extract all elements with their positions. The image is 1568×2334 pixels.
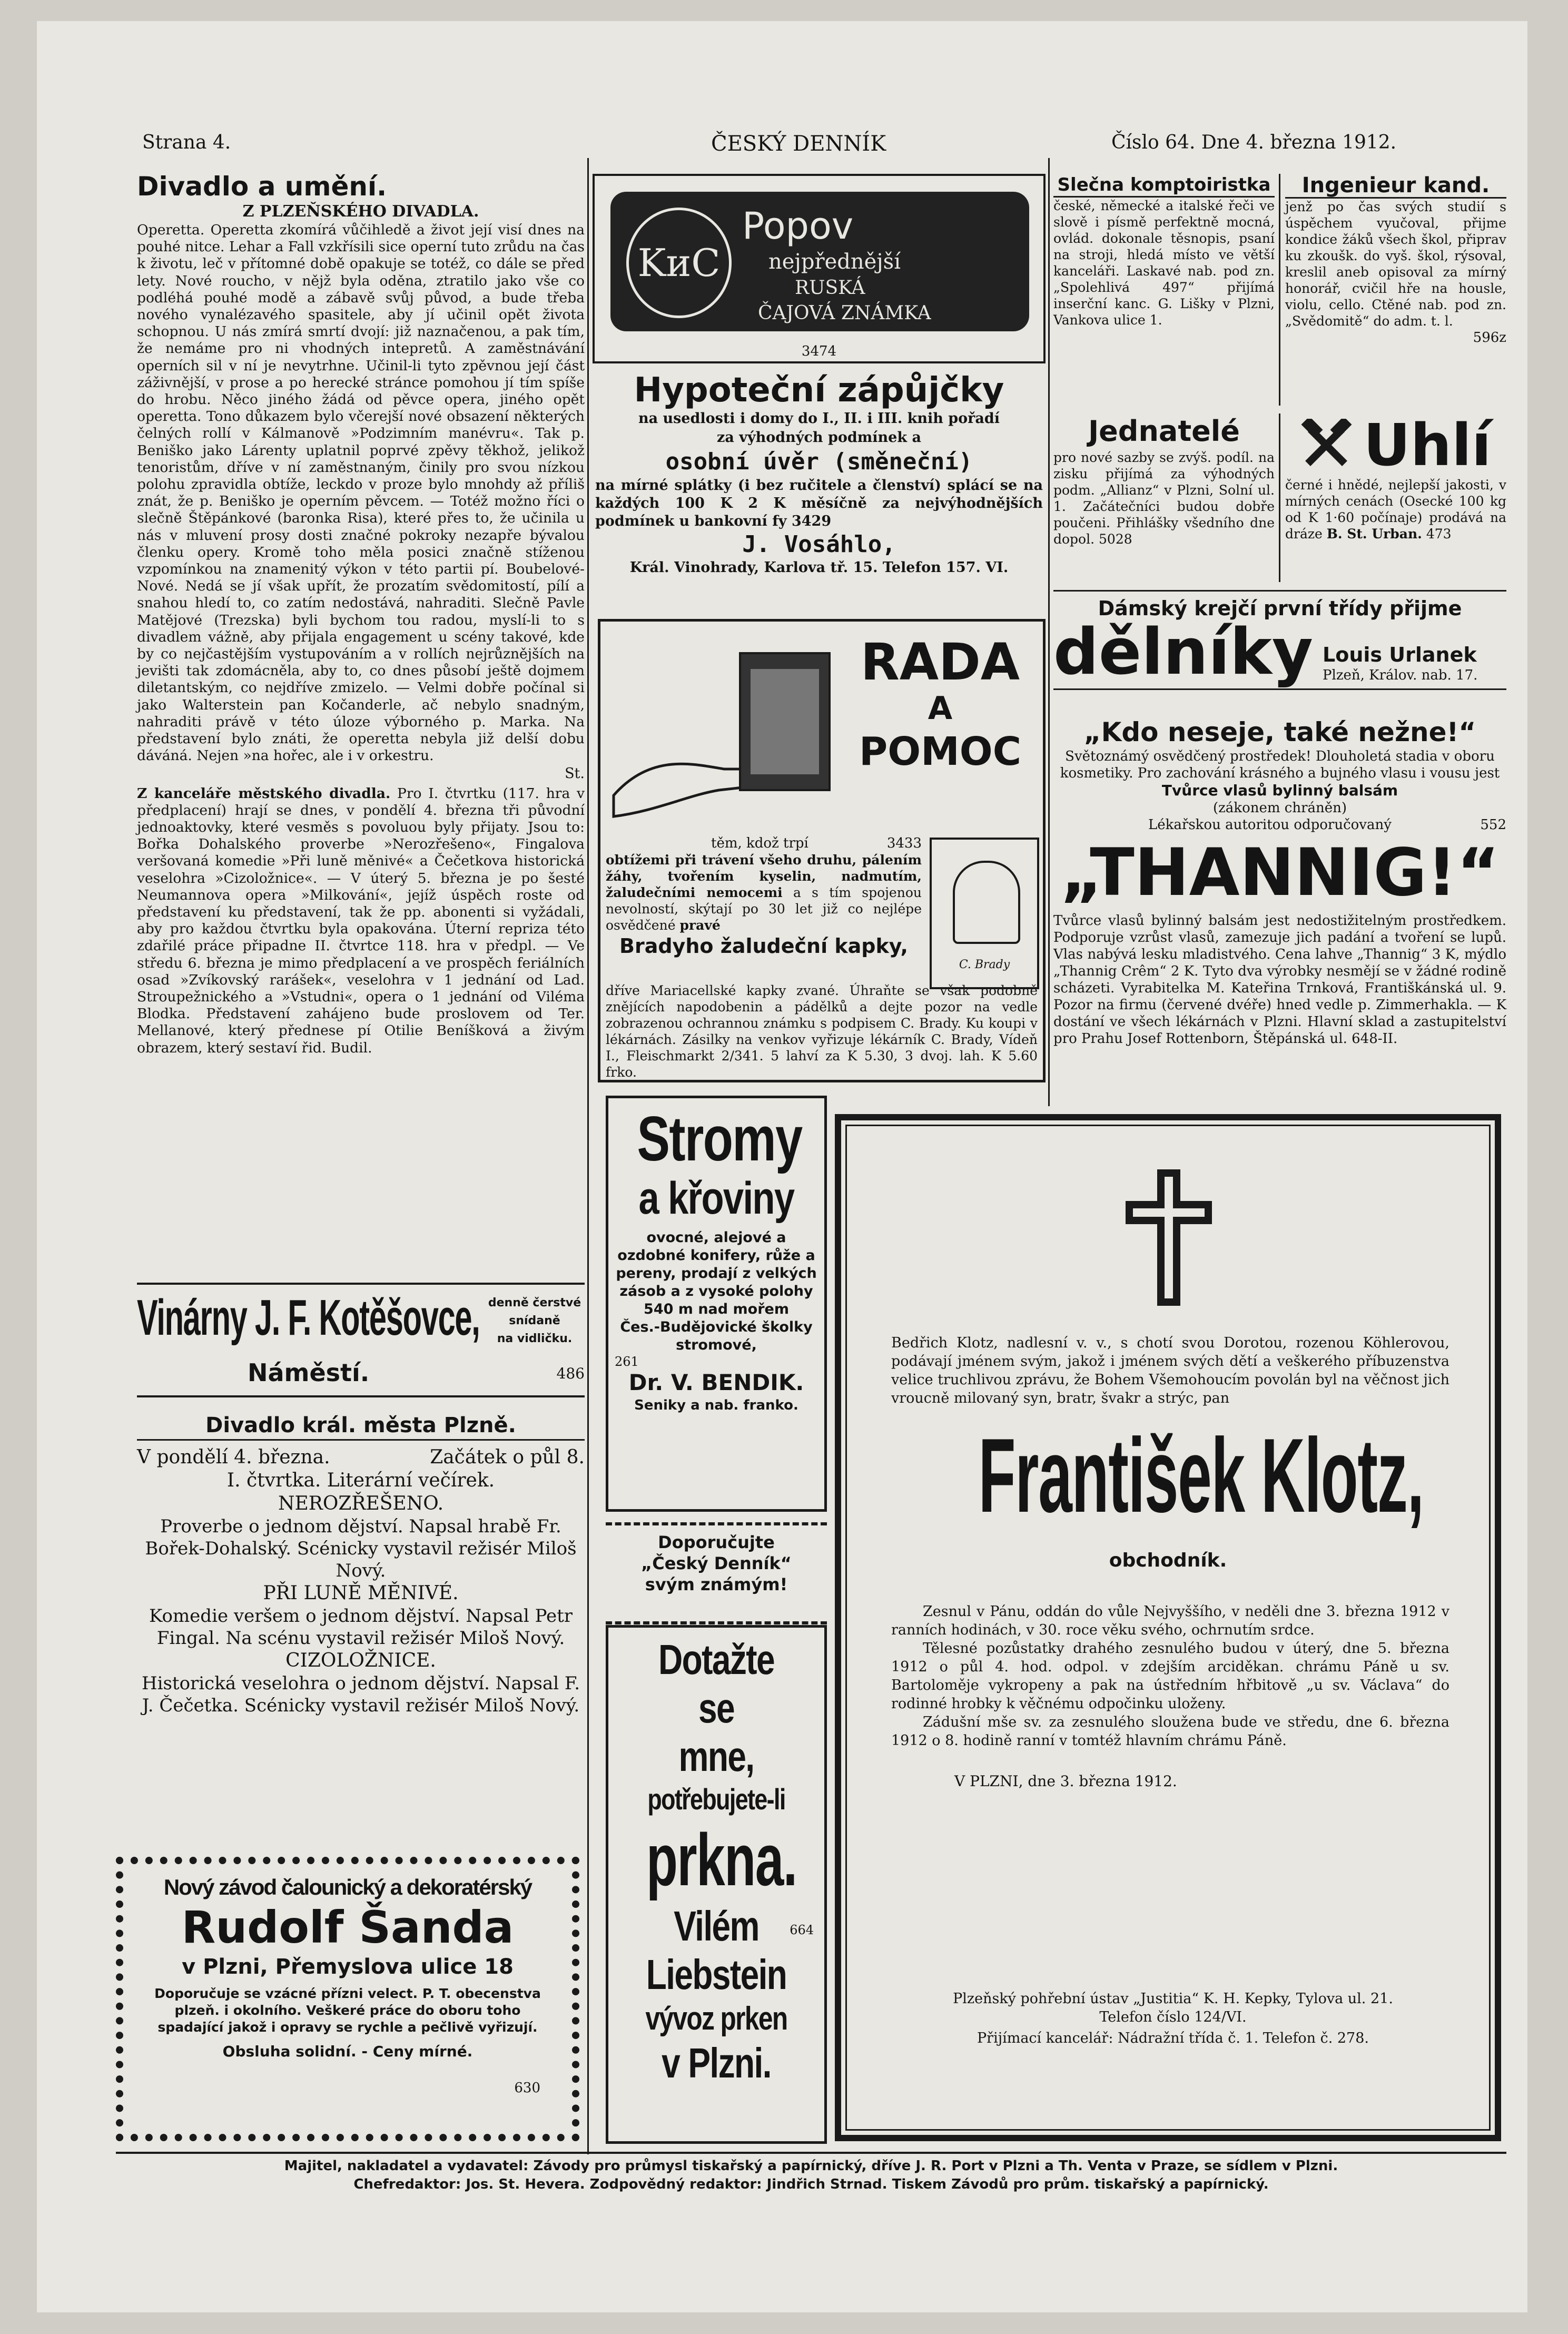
thannig-bold: Tvůrce vlasů bylinný balsám [1161, 782, 1398, 799]
stromy-text: ovocné, alejové a ozdobné konifery, růže a pereny, prodají z velkých zásob a z vysoké polohy 540 m nad mořem [616, 1229, 817, 1317]
sanda-bottom: Obsluha solidní. - Ceny mírné. [222, 2043, 473, 2060]
dopor-line-1: Doporučujte [658, 1532, 775, 1552]
thannig-number: 552 [1480, 817, 1506, 833]
hypo-line3: na mírné splátky (i bez ručitele a členství) splácí se na každých 100 K 2 K měsíčně za nejvýhodnějších podmínek u bankovní fy [595, 477, 1043, 529]
obit-place: V PLZNI, dne 3. března 1912. [954, 1772, 1177, 1790]
sanda-address: v Plzni, Přemyslova ulice 18 [182, 1955, 514, 1979]
rule-jed-uhli [1279, 413, 1280, 582]
article-theatre-office-text: Pro I. čtvrtku (117. hra v předplacení) hrají se dnes, v pondělí 4. března tři původní jednoaktovky, které vesměs s povoluou byly přijaty. Jsou to: Bořka Dohalského proverbe »Nerozřešeno«, Fingalova veršovaná komedie »Při luně měnivé« a Čečetkova historická veselohra »Cizoložnice«. — V úterý 5. března je po šesté Neumannova opera »Milkování«, jejíž úspěch roste od představení ku představení, tak že pp. abonenti si vyžádali, aby pro každou čtvrtku byla opakována. Úterní repriza této zdařilé práce připadne II. čtvrtce 118. hra v předpl. — Ve středu 6. března je mimo předplacení a ve prospěch feriálních osad »Zvíkovský rarášek«, veselohra v 1 jednání od Lad. Stroupežnického a »Vstudni«, opera o 1 jednání od Viléma Blodka. Představení zahájeno bude proslovem od Ter. Mellanové, který přednese pí Otilie Beníšková a živým obrazem, který sestaví řid. Budil. [137, 785, 585, 1056]
jed-text [1053, 449, 1275, 547]
stromy-title-1: Stromy [637, 1104, 802, 1174]
play-2-desc: Komedie veršem o jednom dějství. Napsal Petr Fingal. Na scénu vystavil režisér Miloš Nový. [149, 1606, 573, 1649]
imprint-rule [116, 2152, 1506, 2154]
trademark-seal [930, 838, 1039, 989]
thannig-text2: (zákonem chráněn) [1212, 800, 1347, 816]
seal-shape [953, 861, 1020, 944]
ad-hypo [595, 371, 1043, 577]
rada-text-block [606, 835, 922, 959]
liebstein-l4: prkna. [646, 1818, 797, 1901]
hypo-address: Král. Vinohrady, Karlova tř. 15. Telefon 157. VI. [629, 559, 1009, 576]
obit-intro: Bedřich Klotz, nadlesní v. v., s chotí svou Dorotou, rozenou Köhlerovou, podávají jménem svým, jakož i jménem svých dětí a veškerého příbuzenstva velice truchlivou zprávu, že Bohem Všemohoucím povolán byl na věčnost jich vroucně milovaný syn, bratr, švakr a strýc, pan [891, 1335, 1449, 1406]
sanda-text: Doporučuje se vzácné přízni velect. P. T. obecenstva plzeň. i okolního. Veškeré práce do oboru toho spadající jakož i opravy se rychle a pečlivě vyřizují. [154, 1986, 541, 2035]
sanda-name: Rudolf Šanda [181, 1902, 514, 1953]
play-2-title: PŘI LUNĚ MĚNIVÉ. [263, 1582, 459, 1604]
ad-stromy [606, 1096, 827, 1512]
uhli-firm: B. St. Urban. [1326, 526, 1422, 541]
rada-title-2: A [928, 690, 953, 727]
theatre-cycle: I. čtvrtka. Literární večírek. [226, 1470, 495, 1491]
hand-bottle-illustration [608, 637, 851, 827]
krejci-big: dělníky [1053, 616, 1314, 689]
rada-bold2: pravé [679, 918, 721, 933]
newspaper-title: ČESKÝ DENNÍK [711, 132, 886, 156]
ing-text: jenž po čas svých studií s úspěchem vyučoval, přijme kondice žáků všech škol, připrav ku zkoušk. do vyš. škol, rýsoval, kreslil aneb opisoval za mírný honorář, cvičil hře na housle, violu, cello. Ctěné nab. pod zn. „Svědomitě“ do adm. t. l. [1285, 199, 1506, 329]
ad-rada-pomoc [598, 619, 1046, 1082]
dopor-line-2: „Český Denník“ [641, 1553, 792, 1573]
stromy-number: 261 [615, 1354, 639, 1369]
rada-product: Bradyho žaludeční kapky, [619, 934, 908, 958]
obit-body [891, 1602, 1449, 1792]
rada-title-3: POMOC [859, 729, 1021, 774]
section-subtitle: Z PLZEŇSKÉHO DIVADLA. [242, 202, 479, 221]
ad-krejci [1053, 590, 1506, 690]
hypo-sub: osobní úvěr (směneční) [665, 448, 973, 475]
ad-vinarny [137, 1283, 585, 1397]
obit-footer-2: Přijímací kancelář: Nádražní třída č. 1. Telefon č. 278. [977, 2030, 1369, 2046]
obit-name: František Klotz, [978, 1417, 1424, 1534]
article-operetta: Operetta. Operetta zkomírá vůčihledě a život její visí dnes na pouhé nitce. Lehar a Fall vzkřísili sice operní tuto zrůdu na čas k životu, leč v přítomné době opakuje se totéž, co dále se před lety. Nové roucho, v nějž byla oděna, ztratilo jako vše co podléhá pouhé modě a zábavě svůj původ, a bude třeba nového vynalézavého spasitele, aby jí učinil opět života schopnou. U nás zmírá smrtí dvojí: již naznačenou, a pak tím, že nemáme pro ni vhodných intepretů. A zaměstnávání operních sil v ní je nevytrhne. Učinil-li tyto zpěvnou její část záživnější, v prose a po herecké stránce pomohou jí tím spíše do hrobu. Něco jiného žádá od pěvce opera, jiného opět operetta. Tono důkazem bylo včerejší nové obsazení některých čelných rollí v Kálmanově »Podzimním manévru«. Tak p. Beniško jako Lárenty uplatnil poprvé zpěvy těkhož, jelikož tenoristům, dříve v ní zaměstnaným, činily pro svou nízkou polohu zpravidla obtíže, leckdo v proze bylo mnohdy až příliš znát, že p. Beniško je operním pěvcem. — Totéž možno říci o slečně Štěpánkové (baronka Risa), které přes to, že učinila u nás v mluvení prosy dosti značné pokroky nezapře bývalou členku opery. Kromě toho měla posici značně stíženou vzpomínkou na znamenitý výkon v této partii pí. Boubelové-Nové. Nedá se jí však upřít, že prozatím svědomitostí, pílí a snahou hledí to, co zatím nedostává, nahraditi. Slečně Pavle Matějové (Trezska) byli bychom tou radou, myslí-li to s divadlem vážně, aby přijala engagement u scény takové, kde by co nejčastějším vystupováním a v rollích nejrůznějších na jevišti tak zdomácněla, aby to, co dnes působí ještě dojmem diletantským, co nejdříve zmizelo. — Velmi dobře počínal si jako Walterstein pan Kočanderle, ač nebylo snadným, nahraditi právě v této úloze výborného p. Marka. Na představení bylo znáti, že operetta nebyla již delší dobu dáváná. Nejen »na hořec, ale i v orkestru. [137, 222, 585, 764]
thannig-text3: Lékařskou autoritou odporučovaný [1148, 817, 1392, 833]
obit-body-1: Zesnul v Pánu, oddán do vůle Nejvyššího, v neděli dne 3. března 1912 v ranních hodinách, v 30. roce věku svého, ochrnutím srdce. [891, 1603, 1449, 1638]
uhli-text [1285, 477, 1506, 542]
article-signature: St. [565, 765, 585, 782]
uhli-number: 473 [1426, 526, 1452, 541]
liebstein-l8: v Plzni. [662, 2040, 771, 2086]
obit-footer-1: Plzeňský pohřební ústav „Justitia“ K. H. Kepky, Tylova ul. 21. Telefon číslo 124/VI. [953, 1991, 1393, 2025]
uhli-text-body: černé i hnědé, nejlepší jakosti, v mírných cenách (Osecké 100 kg od K 1·60 počínaje) prodává na dráze [1285, 477, 1506, 541]
thannig-head: „Kdo neseje, také nežne!“ [1083, 717, 1476, 747]
thannig-text1: Světoznámý osvědčený prostředek! Dlouholetá stadia v oboru kosmetiky. Pro zachování krásného a bujného vlasu i vousu jest [1060, 749, 1500, 781]
column-rule-2 [1048, 158, 1050, 1106]
ad-popov [593, 174, 1046, 363]
vinarny-square: Náměstí. [248, 1358, 370, 1387]
jed-text-body: pro nové sazby se zvýš. podíl. na zisku přijímá za výhodných podm. „Allianz“ v Plzni, Solní ul. 1. Začátečníci budou dobře poučeni. Přihlášky všedního dne dopol. [1053, 450, 1275, 547]
play-1-title: NEROZŘEŠENO. [278, 1493, 444, 1514]
stromy-foot: Seniky a nab. franko. [634, 1397, 798, 1413]
krejci-top: Dámský krejčí první třídy přijme [1098, 597, 1462, 620]
jed-title: Jednatelé [1088, 415, 1240, 448]
ad-komptoiristka [1053, 174, 1275, 328]
theatre-programme [137, 1412, 585, 1717]
hypo-text [595, 477, 1043, 530]
hammers-icon [1300, 419, 1353, 471]
kompt-title: Slečna komptoiristka [1053, 174, 1275, 198]
liebstein-l7: vývoz prken [645, 2001, 787, 2037]
liebstein-l1: Dotažte se [658, 1636, 774, 1731]
hypo-line2: za výhodných podmínek a [717, 429, 921, 446]
rada-text1: a s tím spojenou nevolností, skýtají po 30 let již co nejlépe osvědčené [606, 885, 922, 933]
rada-text2: dříve Mariacellské kapky zvané. Úhraňte se však podobně znějících napodobenin a pádělků a dejte pozor na vedle zobrazenou ochrannou známku s podpisem C. Brady. Ku koupi v lékárnách. Zásilky na venkov vyřizuje lékárník C. Brady, Vídeň I., Fleischmarkt 2/341. 5 lahví za K 5.30, 3 dvoj. lah. K 5.60 frko. [606, 983, 1038, 1080]
thannig-text4: Tvůrce vlasů bylinný balsám jest nedostižitelným prostředkem. Podporuje vzrůst vlasů, zamezuje jich padání a tvoření se lupů. Vlas nabývá lesku mladistvého. Cena lahve „Thannig“ 3 K, mýdlo „Thannig Crêm“ 2 K. Tyto dva výrobky nesmějí se v žádné rodině scházeti. Vyrabitelka M. Kateřina Trnková, Františkánská ul. 9. Pozor na firmu (červené dvéře) hned vedle p. Zimmerhakla. — K dostání ve všech lékárnách v Plzni. Hlavní sklad a zastupitelství pro Prahu Josef Rottenborn, Štěpánská ul. 648-II. [1053, 913, 1506, 1047]
hypo-title: Hypoteční zápůjčky [634, 371, 1004, 410]
uhli-title: Uhlí [1363, 411, 1492, 479]
rule-kompt-ing [1279, 174, 1280, 406]
theatre-date: V pondělí 4. března. [137, 1446, 330, 1468]
popov-monogram: KиC [626, 208, 732, 318]
ad-liebstein [606, 1625, 827, 2144]
liebstein-l6: Liebstein [646, 1951, 787, 1998]
stromy-firm: Čes.-Budějovické školky stromové, [620, 1319, 813, 1353]
dopor-line-3: svým známým! [645, 1574, 788, 1594]
sanda-number: 630 [514, 2080, 540, 2096]
ad-thannig [1053, 716, 1506, 1047]
ing-number: 596z [1473, 330, 1506, 346]
article-theatre-office-lead: Z kanceláře městského divadla. [137, 785, 391, 802]
seal-signature: C. Brady [959, 958, 1010, 971]
cross-icon [1121, 1168, 1216, 1310]
popov-name: Popov [742, 204, 854, 248]
vinarny-number: 486 [556, 1365, 585, 1382]
vinarny-name: Vinárny J. F. Kotěšovce, [137, 1289, 480, 1346]
liebstein-l5: Vilém [674, 1903, 759, 1949]
play-3-desc: Historická veselohra o jednom dějství. Napsal F. J. Čečetka. Scénicky vystavil režisér Miloš Nový. [141, 1673, 580, 1716]
popov-line3: ČAJOVÁ ZNÁMKA [758, 302, 931, 324]
imprint-line-2: Chefredaktor: Jos. St. Hevera. Zodpovědný redaktor: Jindřich Strnad. Tiskem Závodů pro prům. tiskařský a papírnický. [353, 2177, 1269, 2192]
page-number: Strana 4. [142, 132, 231, 153]
sanda-top: Nový závod čalounický a dekoratérský [163, 1875, 532, 1899]
vinarny-right [485, 1294, 585, 1348]
stromy-title-2: a křoviny [638, 1173, 794, 1224]
stromy-name: Dr. V. BENDIK. [628, 1370, 804, 1395]
ad-sanda [116, 1857, 579, 2141]
newspaper-page [37, 21, 1527, 2312]
rada-lead: těm, kdož trpí [711, 835, 808, 851]
hypo-line1: na usedlosti i domy do I., II. i III. knih pořadí [638, 410, 1000, 427]
play-1-desc: Proverbe o jednom dějství. Napsal hrabě Fr. Bořek-Dohalský. Scénicky vystavil režisér Miloš Nový. [145, 1516, 577, 1581]
obit-occupation: obchodník. [1109, 1550, 1227, 1571]
theatre-title: Divadlo král. města Plzně. [137, 1412, 585, 1441]
krejci-name: Louis Urlanek [1323, 643, 1477, 666]
play-3-title: CIZOLOŽNICE. [285, 1650, 436, 1671]
popov-number: 3474 [801, 343, 837, 359]
rada-bold1: obtížemi při trávení všeho druhu, pálením žáhy, tvořením kyselin, nadmutím, žaludečními nemocemi [606, 852, 922, 900]
liebstein-number: 664 [790, 1923, 814, 1937]
column-rule-1 [587, 158, 589, 2154]
rada-text2-block [606, 982, 1038, 1080]
article-theatre-office [137, 785, 585, 1057]
ad-doporucujte [606, 1522, 827, 1624]
ing-title: Ingenieur kand. [1285, 174, 1506, 199]
obit-body-3: Zádušní mše sv. za zesnulého sloužena bude ve středu, dne 6. března 1912 o 8. hodině ranní v tomtéž hlavním chrámu Páně. [891, 1714, 1449, 1749]
hypo-firm: J. Vosáhlo, [742, 531, 896, 558]
ad-ingenieur [1285, 174, 1506, 346]
hypo-number: 3429 [791, 513, 832, 529]
ad-jednatele [1053, 413, 1275, 547]
obit-body-2: Tělesné pozůstatky drahého zesnulého budou v úterý, dne 5. března 1912 o půl 4. hod. odpol. v zdejším arciděkan. chrámu Páně u sv. Bartoloměje vykropeny a pak na ústředním hřbitově „u sv. Václava“ do rodinné hrobky k věčnému odpočinku uloženy. [891, 1640, 1449, 1712]
theatre-start: Začátek o půl 8. [430, 1446, 585, 1468]
popov-line1: nejpřednější [768, 250, 901, 274]
liebstein-l2: mne, [678, 1733, 754, 1780]
section-title: Divadlo a umění. [137, 171, 387, 202]
jed-number: 5028 [1099, 531, 1132, 547]
issue-date: Číslo 64. Dne 4. března 1912. [1111, 132, 1397, 153]
vinarny-right-2: snídaně [509, 1314, 560, 1327]
ad-uhli [1285, 413, 1506, 542]
krejci-address: Plzeň, Králov. nab. 17. [1323, 667, 1478, 683]
kompt-text: české, německé a italské řeči ve slově i písmě perfektně mocná, ovlád. dokonale těsnopis, psaní na stroji, hledá místo ve větší kanceláři. Laskavé nab. pod zn. „Spolehlivá 497“ přijímá inserční kanc. G. Lišky v Plzni, Vankova ulice 1. [1053, 198, 1275, 328]
thannig-big: „THANNIG!“ [1060, 835, 1500, 911]
rada-number: 3433 [886, 835, 922, 851]
vinarny-right-3: na vidličku. [497, 1332, 573, 1345]
column-1 [137, 171, 585, 1057]
obituary [835, 1114, 1501, 2141]
rada-title-1: RADA [860, 633, 1020, 692]
vinarny-right-1: denně čerstvé [488, 1296, 581, 1309]
imprint-line-1: Majitel, nakladatel a vydavatel: Závody pro průmysl tiskařský a papírnický, dříve J. R. Port v Plzni a Th. Venta v Praze, se sídlem v Plzni. [284, 2158, 1338, 2174]
liebstein-l3: potřebujete-li [647, 1782, 785, 1816]
popov-line2: RUSKÁ [795, 277, 865, 299]
